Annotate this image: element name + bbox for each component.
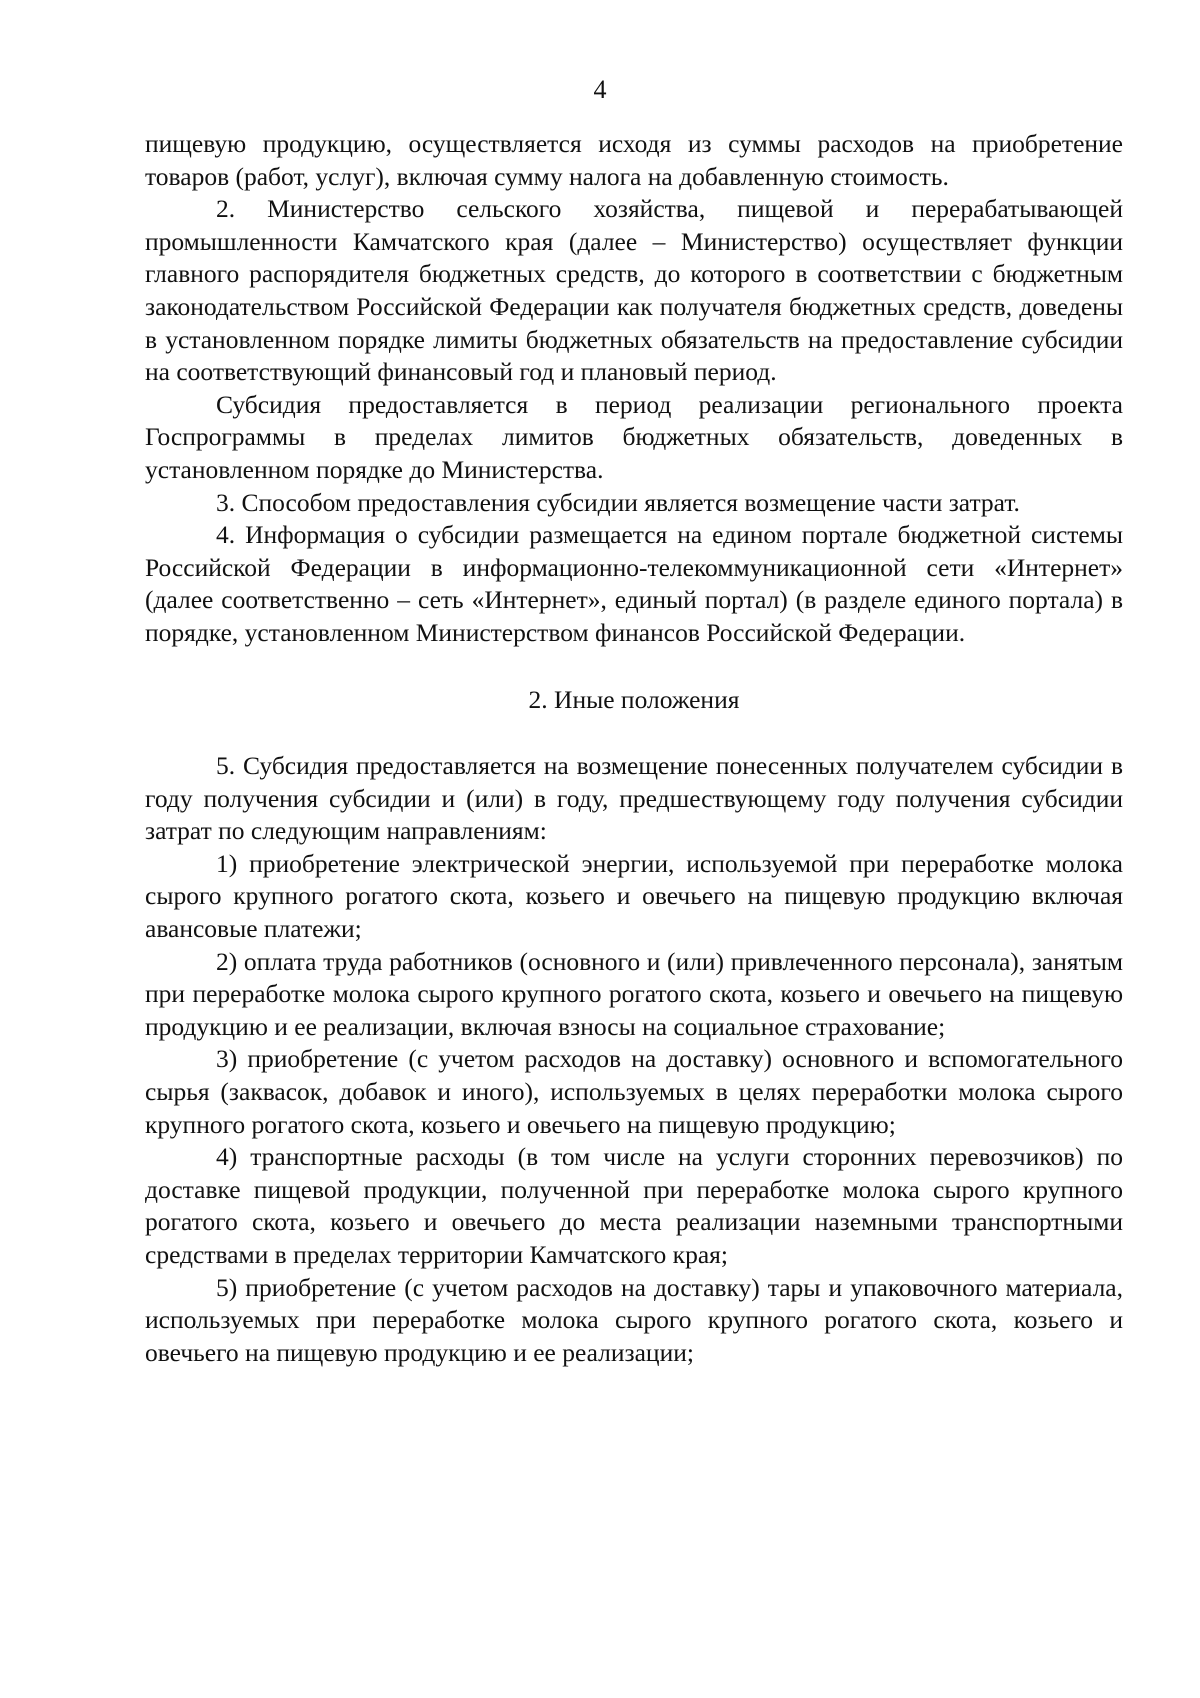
document-body — [145, 128, 1123, 1369]
list-item-2: 2) оплата труда работников (основного и (или) привлеченного персонала), занятым при переработке молока сырого крупного рогатого скота, козьего и овечьего на пищевую продукцию и ее реализации, включая взносы на социальное страхование; — [145, 946, 1123, 1041]
list-item-5: 5) приобретение (с учетом расходов на доставку) тары и упаковочного материала, используемых при переработке молока сырого крупного рогатого скота, козьего и овечьего на пищевую продукцию и ее реализации; — [145, 1272, 1123, 1367]
list-item-3: 3) приобретение (с учетом расходов на доставку) основного и вспомогательного сырья (заквасок, добавок и иного), используемых в целях переработки молока сырого крупного рогатого скота, козьего и овечьего на пищевую продукцию; — [145, 1044, 1123, 1139]
paragraph-item-2: 2. Министерство сельского хозяйства, пищевой и перерабатывающей промышленности Камчатского края (далее – Министерство) осуществляет функции главного распорядителя бюджетных средств, до которого в соответствии с бюджетным законодательством Российской Федерации как получателя бюджетных средств, доведены в установленном порядке лимиты бюджетных обязательств на предоставление субсидии на соответствующий финансовый год и плановый период. — [145, 194, 1123, 387]
paragraph-item-4: 4. Информация о субсидии размещается на едином портале бюджетной системы Российской Федерации в информационно-телекоммуникационной сети «Интернет» (далее соответственно – сеть «Интернет», единый портал) (в разделе единого портала) в порядке, установленном Министерством финансов Российской Федерации. — [145, 520, 1123, 647]
paragraph-continuation: пищевую продукцию, осуществляется исходя из суммы расходов на приобретение товаров (работ, услуг), включая сумму налога на добавленную стоимость. — [145, 129, 1123, 191]
paragraph-item-5: 5. Субсидия предоставляется на возмещение понесенных получателем субсидии в году получения субсидии и (или) в году, предшествующему году получения субсидии затрат по следующим направлениям: — [145, 751, 1123, 846]
list-item-4: 4) транспортные расходы (в том числе на услуги сторонних перевозчиков) по доставке пищевой продукции, полученной при переработке молока сырого крупного рогатого скота, козьего и овечьего до места реализации наземными транспортными средствами в пределах территории Камчатского края; — [145, 1142, 1123, 1269]
list-item-1: 1) приобретение электрической энергии, используемой при переработке молока сырого крупного рогатого скота, козьего и овечьего на пищевую продукцию включая авансовые платежи; — [145, 848, 1123, 944]
section-heading: 2. Иные положения — [528, 684, 740, 714]
paragraph-item-3: 3. Способом предоставления субсидии является возмещение части затрат. — [216, 487, 1020, 517]
paragraph-subsidy-period: Субсидия предоставляется в период реализации регионального проекта Госпрограммы в пределах лимитов бюджетных обязательств, доведенных в установленном порядке до Министерства. — [145, 389, 1123, 484]
page-number: 4 — [593, 75, 607, 104]
